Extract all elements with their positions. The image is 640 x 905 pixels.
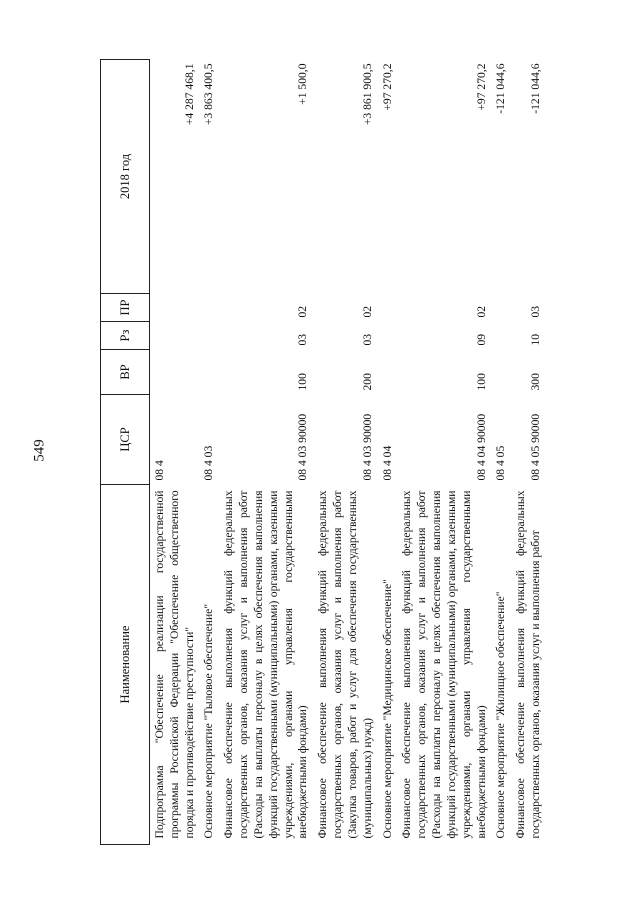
row-amount: +97 270,2: [474, 63, 488, 111]
row-csr: 08 4 04 90000: [474, 413, 488, 481]
row-rz: 09: [474, 333, 488, 346]
row-amount: +4 287 468,1: [182, 63, 196, 126]
row-amount: -121 044,6: [494, 63, 508, 114]
row-rz: 03: [360, 333, 374, 346]
table-row: [511, 60, 546, 845]
row-rz: 10: [529, 333, 543, 346]
row-rz: [150, 322, 200, 350]
row-amount: +3 863 400,5: [202, 63, 216, 126]
page-number: 549: [31, 439, 48, 462]
row-pr: 02: [474, 305, 488, 318]
row-name: Основное мероприятие "Медицинское обеспечение": [380, 579, 394, 839]
row-name: Подпрограмма "Обеспечение реализации государственной программы Российской Федерации "Обеспечение общественного порядка и противодействие преступности": [153, 490, 196, 839]
row-csr: 08 4 05 90000: [529, 413, 543, 481]
row-vr: 200: [360, 373, 374, 391]
row-vr: [491, 350, 511, 395]
row-pr: [491, 294, 511, 322]
row-vr: [150, 350, 200, 395]
row-csr: 08 4: [153, 460, 166, 481]
row-name: Финансовое обеспечение выполнения функций федеральных государственных органов, оказания услуг и выполнения работ: [514, 490, 543, 839]
table-row: [199, 60, 219, 845]
row-pr: 02: [296, 305, 310, 318]
row-name: Основное мероприятие "Жилищное обеспечение": [494, 591, 508, 839]
row-amount: +97 270,2: [380, 63, 394, 111]
row-vr: [378, 350, 398, 395]
row-amount: +3 861 900,5: [360, 63, 374, 126]
row-vr: 100: [474, 373, 488, 391]
row-vr: 300: [529, 373, 543, 391]
header-name: Наименование: [101, 485, 150, 845]
row-csr: 08 4 03 90000: [360, 413, 374, 481]
row-vr: 100: [296, 373, 310, 391]
row-csr: 08 4 03: [202, 445, 216, 481]
row-csr: 08 4 04: [380, 445, 394, 481]
table-row: [219, 60, 313, 845]
table-row: [397, 60, 491, 845]
header-vr: ВР: [101, 350, 150, 395]
table-row: [491, 60, 511, 845]
header-row: [101, 60, 150, 845]
row-csr: 08 4 03 90000: [296, 413, 310, 481]
table-row: [378, 60, 398, 845]
table-row: [313, 60, 377, 845]
header-rz: Рз: [101, 322, 150, 350]
header-pr: ПР: [101, 294, 150, 322]
row-rz: [199, 322, 219, 350]
row-pr: [199, 294, 219, 322]
row-csr: 08 4 05: [494, 445, 508, 481]
header-csr: ЦСР: [101, 395, 150, 485]
row-amount: +1 500,0: [296, 63, 310, 105]
row-vr: [199, 350, 219, 395]
row-name: Финансовое обеспечение выполнения функций федеральных государственных органов, оказания услуг и выполнения работ (Закупка товаров, работ и услуг для обеспечения государственных (муниципальных) нужд): [316, 490, 374, 839]
row-name: Финансовое обеспечение выполнения функций федеральных государственных органов, оказания услуг и выполнения работ (Расходы на выплаты персоналу в целях обеспечения выполнения функций государственными (муниципальными) органами, казенными учреждениями, органами управления государственными внебюджетными фондами): [400, 490, 488, 839]
header-year: 2018 год: [101, 60, 150, 294]
row-pr: [378, 294, 398, 322]
row-amount: -121 044,6: [529, 63, 543, 114]
row-rz: [491, 322, 511, 350]
row-rz: [378, 322, 398, 350]
row-rz: 03: [296, 333, 310, 346]
row-pr: 02: [360, 305, 374, 318]
budget-table: [100, 59, 546, 845]
table-row: [150, 60, 200, 845]
row-name: Финансовое обеспечение выполнения функций федеральных государственных органов, оказания услуг и выполнения работ (Расходы на выплаты персоналу в целях обеспечения выполнения функций государственными (муниципальными) органами, казенными учреждениями, органами управления государственными внебюджетными фондами): [222, 490, 310, 839]
rotated-page: [100, 60, 600, 845]
row-name: Основное мероприятие "Тыловое обеспечение": [202, 603, 216, 839]
row-pr: [150, 294, 200, 322]
row-pr: 03: [529, 305, 543, 318]
